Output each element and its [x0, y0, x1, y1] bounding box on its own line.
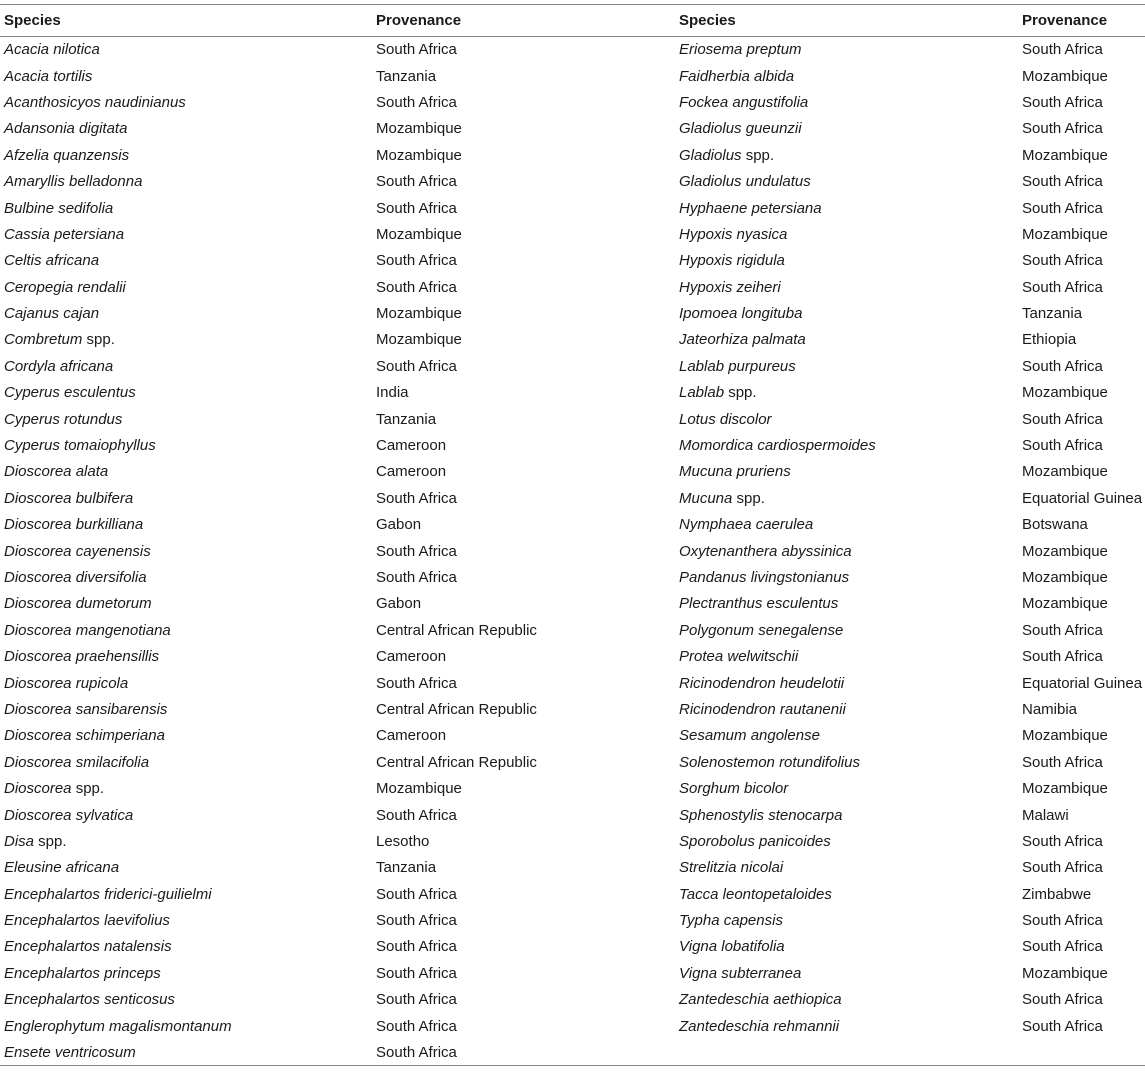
species-name: Ricinodendron heudelotii	[679, 674, 845, 692]
species-name: Adansonia digitata	[4, 120, 128, 138]
species-name: Zantedeschia aethiopica	[679, 991, 842, 1009]
table-row	[0, 802, 1145, 828]
species-name: Dioscorea sylvatica	[4, 806, 134, 824]
table-row	[0, 617, 1145, 643]
table-row	[0, 670, 1145, 696]
provenance-cell-right: Mozambique	[1022, 569, 1108, 586]
provenance-cell-right: Mozambique	[1022, 542, 1108, 560]
table-row	[0, 459, 1145, 485]
species-cell-right	[675, 327, 1018, 353]
header-provenance-right: Provenance	[1022, 12, 1108, 29]
species-cell-left	[0, 248, 372, 274]
table-row	[0, 1039, 1145, 1065]
species-name: Hypoxis zeiheri	[679, 278, 781, 296]
provenance-cell-right: Mozambique	[1022, 595, 1108, 613]
table-row	[0, 327, 1145, 353]
species-name: Sesamum angolense	[679, 727, 820, 745]
table-row	[0, 37, 1145, 63]
species-cell-right	[675, 300, 1018, 326]
table-row	[0, 987, 1145, 1013]
provenance-cell-left: South Africa	[376, 199, 457, 217]
species-cell-left	[0, 907, 372, 933]
provenance-cell-left: South Africa	[376, 93, 457, 111]
species-cell-right	[675, 828, 1018, 854]
species-name: Combretum	[4, 331, 83, 349]
species-name: Momordica cardiospermoides	[679, 437, 876, 455]
provenance-cell-left: Central African Republic	[376, 621, 537, 639]
species-name: Dioscorea schimperiana	[4, 727, 165, 745]
species-cell-right	[675, 643, 1018, 669]
provenance-cell-left: Gabon	[376, 516, 422, 534]
header-species-right: Species	[679, 12, 736, 29]
species-cell-left	[0, 749, 372, 775]
provenance-cell-right: South Africa	[1022, 991, 1103, 1009]
provenance-cell-left: South Africa	[376, 964, 457, 982]
species-cell-left	[0, 643, 372, 669]
species-cell-right	[675, 881, 1018, 907]
table-row	[0, 591, 1145, 617]
species-cell-left	[0, 116, 372, 142]
provenance-cell-left: South Africa	[376, 938, 457, 956]
species-cell-right	[675, 1013, 1018, 1039]
provenance-cell-left: Mozambique	[376, 146, 462, 164]
provenance-cell-right: South Africa	[1022, 357, 1103, 375]
provenance-cell-right: Mozambique	[1022, 463, 1108, 481]
provenance-cell-left: South Africa	[376, 674, 457, 692]
provenance-cell-right: South Africa	[1022, 938, 1103, 956]
table-body	[0, 37, 1145, 1066]
provenance-cell-right: South Africa	[1022, 410, 1103, 428]
provenance-cell-left: Tanzania	[376, 67, 437, 85]
provenance-cell-right: Zimbabwe	[1022, 885, 1092, 903]
species-name: Dioscorea sansibarensis	[4, 700, 168, 718]
species-suffix: spp.	[34, 832, 67, 850]
table-row	[0, 1013, 1145, 1039]
species-name: Acacia nilotica	[4, 41, 100, 59]
species-cell-right	[675, 63, 1018, 89]
species-cell-left	[0, 327, 372, 353]
provenance-cell-right: South Africa	[1022, 648, 1103, 666]
species-name: Typha capensis	[679, 912, 783, 930]
species-name: Mucuna pruriens	[679, 463, 791, 481]
provenance-cell-left: South Africa	[376, 912, 457, 930]
provenance-cell-left: Cameroon	[376, 648, 447, 666]
species-name: Solenostemon rotundifolius	[679, 753, 860, 771]
species-cell-right	[675, 960, 1018, 986]
table-row	[0, 248, 1145, 274]
species-name: Ensete ventricosum	[4, 1043, 136, 1061]
species-cell-right	[675, 855, 1018, 881]
provenance-cell-right: Namibia	[1022, 700, 1078, 718]
header-provenance-left: Provenance	[376, 12, 462, 29]
provenance-cell-right: South Africa	[1022, 621, 1103, 639]
provenance-cell-left: Mozambique	[376, 331, 462, 349]
provenance-cell-left: South Africa	[376, 252, 457, 270]
species-cell-right	[675, 934, 1018, 960]
species-name: Ricinodendron rautanenii	[679, 700, 846, 718]
provenance-cell-right: South Africa	[1022, 199, 1103, 217]
species-name: Nymphaea caerulea	[679, 516, 814, 534]
species-cell-left	[0, 512, 372, 538]
species-cell-left	[0, 1013, 372, 1039]
species-cell-right	[675, 221, 1018, 247]
species-cell-right	[675, 617, 1018, 643]
species-name: Cajanus cajan	[4, 305, 100, 323]
species-name: Dioscorea	[4, 780, 72, 798]
table-row	[0, 934, 1145, 960]
table-row	[0, 353, 1145, 379]
species-name: Hypoxis rigidula	[679, 252, 785, 270]
table-row	[0, 696, 1145, 722]
provenance-cell-left: India	[376, 384, 409, 402]
provenance-cell-left: South Africa	[376, 173, 457, 191]
species-name: Sorghum bicolor	[679, 780, 789, 798]
species-name: Lablab	[679, 384, 725, 402]
species-name: Bulbine sedifolia	[4, 199, 114, 217]
species-suffix: spp.	[71, 780, 105, 798]
species-cell-left	[0, 63, 372, 89]
table-row	[0, 168, 1145, 194]
provenance-cell-right: Mozambique	[1022, 727, 1108, 745]
species-cell-left	[0, 432, 372, 458]
provenance-cell-right: South Africa	[1022, 912, 1103, 930]
species-name: Sporobolus panicoides	[679, 832, 831, 850]
species-cell-left	[0, 591, 372, 617]
species-name: Strelitzia nicolai	[679, 859, 784, 877]
species-name: Lotus discolor	[679, 410, 772, 428]
provenance-cell-left: Mozambique	[376, 120, 462, 138]
provenance-cell-right: South Africa	[1022, 278, 1103, 296]
provenance-cell-left: Lesotho	[376, 832, 430, 850]
provenance-cell-left: South Africa	[376, 357, 457, 375]
species-name: Encephalartos natalensis	[4, 938, 172, 956]
header-species-left: Species	[4, 12, 61, 29]
provenance-cell-right	[1018, 1039, 1145, 1065]
species-name: Celtis africana	[4, 252, 100, 270]
species-cell-left	[0, 828, 372, 854]
species-cell-left	[0, 406, 372, 432]
header-row	[0, 5, 1145, 37]
species-name: Gladiolus gueunzii	[679, 120, 802, 138]
species-name: Dioscorea alata	[4, 463, 109, 481]
species-suffix: spp.	[82, 331, 115, 349]
species-name: Cordyla africana	[4, 357, 114, 375]
species-cell-left	[0, 1039, 372, 1065]
species-cell-left	[0, 89, 372, 115]
provenance-cell-left: South Africa	[376, 885, 457, 903]
species-cell-right	[675, 37, 1018, 63]
species-name: Protea welwitschii	[679, 648, 799, 666]
table-row	[0, 485, 1145, 511]
species-cell-left	[0, 300, 372, 326]
provenance-cell-right: Mozambique	[1022, 384, 1108, 402]
species-name: Afzelia quanzensis	[4, 146, 130, 164]
provenance-cell-right: Equatorial Guinea	[1022, 674, 1143, 692]
species-cell-left	[0, 353, 372, 379]
provenance-cell-right: South Africa	[1022, 252, 1103, 270]
species-name: Dioscorea smilacifolia	[4, 753, 150, 771]
provenance-cell-right: Malawi	[1022, 806, 1069, 824]
provenance-cell-right: South Africa	[1022, 93, 1103, 111]
species-name: Dioscorea diversifolia	[4, 569, 147, 586]
species-cell-right	[675, 775, 1018, 801]
provenance-cell-left: South Africa	[376, 1017, 457, 1035]
table-row	[0, 89, 1145, 115]
species-name: Plectranthus esculentus	[679, 595, 839, 613]
provenance-cell-right: Ethiopia	[1022, 331, 1077, 349]
species-cell-right	[675, 907, 1018, 933]
table-row	[0, 512, 1145, 538]
provenance-cell-right: Botswana	[1022, 516, 1088, 534]
species-cell-right	[675, 406, 1018, 432]
species-name: Cassia petersiana	[4, 225, 125, 243]
species-cell-left	[0, 775, 372, 801]
provenance-cell-left: South Africa	[376, 1043, 457, 1061]
provenance-cell-right: South Africa	[1022, 832, 1103, 850]
species-name: Mucuna	[679, 489, 733, 507]
provenance-cell-left: South Africa	[376, 569, 457, 586]
species-cell-right	[675, 538, 1018, 564]
species-suffix: spp.	[732, 489, 765, 507]
species-cell-left	[0, 142, 372, 168]
table-row	[0, 828, 1145, 854]
provenance-cell-right: South Africa	[1022, 753, 1103, 771]
species-cell-left	[0, 881, 372, 907]
provenance-cell-right: Mozambique	[1022, 225, 1108, 243]
species-cell-left	[0, 802, 372, 828]
table-row	[0, 749, 1145, 775]
species-name: Dioscorea burkilliana	[4, 516, 144, 534]
species-name: Dioscorea mangenotiana	[4, 621, 171, 639]
provenance-cell-right: Equatorial Guinea	[1022, 489, 1143, 507]
table-row	[0, 274, 1145, 300]
provenance-cell-left: Central African Republic	[376, 753, 537, 771]
species-name: Encephalartos friderici-guilielmi	[4, 885, 212, 903]
provenance-cell-right: Mozambique	[1022, 67, 1108, 85]
species-name: Dioscorea dumetorum	[4, 595, 152, 613]
species-cell-right	[675, 195, 1018, 221]
species-name: Encephalartos laevifolius	[4, 912, 170, 930]
species-name: Cyperus esculentus	[4, 384, 136, 402]
species-name: Encephalartos princeps	[4, 964, 161, 982]
species-cell-right	[675, 274, 1018, 300]
species-name: Faidherbia albida	[679, 67, 795, 85]
provenance-cell-left: Gabon	[376, 595, 422, 613]
species-name: Vigna lobatifolia	[679, 938, 785, 956]
species-cell-left	[0, 538, 372, 564]
species-cell-left	[0, 380, 372, 406]
table-row	[0, 855, 1145, 881]
species-suffix: spp.	[741, 146, 775, 164]
table-row	[0, 643, 1145, 669]
provenance-cell-left: Mozambique	[376, 305, 462, 323]
species-cell-left	[0, 960, 372, 986]
species-cell-right	[675, 723, 1018, 749]
species-cell-right	[675, 116, 1018, 142]
provenance-cell-left: Tanzania	[376, 859, 437, 877]
species-name: Dioscorea bulbifera	[4, 489, 134, 507]
provenance-cell-left: Central African Republic	[376, 700, 537, 718]
provenance-cell-left: Tanzania	[376, 410, 437, 428]
species-name: Ipomoea longituba	[679, 305, 803, 323]
provenance-cell-left: Cameroon	[376, 437, 447, 455]
species-name: Zantedeschia rehmannii	[679, 1017, 840, 1035]
species-name: Dioscorea cayenensis	[4, 542, 151, 560]
species-cell-right	[675, 459, 1018, 485]
species-cell-left	[0, 459, 372, 485]
species-cell-left	[0, 37, 372, 63]
provenance-cell-right: Mozambique	[1022, 780, 1108, 798]
species-name: Eriosema preptum	[679, 41, 802, 59]
table-row	[0, 406, 1145, 432]
provenance-cell-left: South Africa	[376, 991, 457, 1009]
species-name: Amaryllis belladonna	[4, 173, 143, 191]
provenance-cell-right: Tanzania	[1022, 305, 1083, 323]
species-cell-right	[675, 696, 1018, 722]
provenance-cell-left: South Africa	[376, 41, 457, 59]
species-provenance-table	[0, 4, 1145, 1066]
species-name: Gladiolus	[679, 146, 742, 164]
species-cell-right	[675, 248, 1018, 274]
species-cell-right	[675, 89, 1018, 115]
species-name: Ceropegia rendalii	[4, 278, 126, 296]
species-cell-left	[0, 934, 372, 960]
species-cell-left	[0, 485, 372, 511]
species-name: Fockea angustifolia	[679, 93, 809, 111]
species-cell-left	[0, 195, 372, 221]
table-row	[0, 723, 1145, 749]
species-cell-right	[675, 485, 1018, 511]
species-cell-left	[0, 168, 372, 194]
species-name: Gladiolus undulatus	[679, 173, 811, 191]
species-cell-right	[675, 353, 1018, 379]
species-cell-left	[0, 855, 372, 881]
table-row	[0, 960, 1145, 986]
provenance-cell-right: South Africa	[1022, 859, 1103, 877]
species-cell-right	[675, 591, 1018, 617]
provenance-cell-right: South Africa	[1022, 120, 1103, 138]
provenance-cell-right: South Africa	[1022, 1017, 1103, 1035]
species-cell-left	[0, 617, 372, 643]
table-row	[0, 195, 1145, 221]
provenance-cell-right: Mozambique	[1022, 146, 1108, 164]
species-name: Eleusine africana	[4, 859, 120, 877]
species-name: Tacca leontopetaloides	[679, 885, 832, 903]
provenance-cell-left: South Africa	[376, 542, 457, 560]
species-cell-left	[0, 221, 372, 247]
species-cell-right	[675, 1039, 1018, 1065]
species-cell-right	[675, 432, 1018, 458]
species-name: Hyphaene petersiana	[679, 199, 822, 217]
table-row	[0, 300, 1145, 326]
table-row	[0, 380, 1145, 406]
table-header	[0, 5, 1145, 37]
provenance-cell-right: Mozambique	[1022, 964, 1108, 982]
species-name: Pandanus livingstonianus	[679, 569, 850, 586]
species-suffix: spp.	[724, 384, 757, 402]
species-cell-right	[675, 987, 1018, 1013]
species-name: Encephalartos senticosus	[4, 991, 175, 1009]
table-row	[0, 907, 1145, 933]
species-name: Disa	[4, 832, 35, 850]
species-cell-right	[675, 512, 1018, 538]
provenance-cell-left: Mozambique	[376, 780, 462, 798]
provenance-cell-right: South Africa	[1022, 41, 1103, 59]
species-name: Lablab purpureus	[679, 357, 796, 375]
provenance-cell-right: South Africa	[1022, 437, 1103, 455]
provenance-cell-left: South Africa	[376, 489, 457, 507]
table-row	[0, 142, 1145, 168]
species-cell-left	[0, 564, 372, 590]
provenance-cell-left: South Africa	[376, 278, 457, 296]
species-cell-right	[675, 142, 1018, 168]
table-row	[0, 881, 1145, 907]
species-cell-left	[0, 696, 372, 722]
species-cell-right	[675, 380, 1018, 406]
species-cell-right	[675, 802, 1018, 828]
species-cell-right	[675, 168, 1018, 194]
species-cell-right	[675, 670, 1018, 696]
table-row	[0, 564, 1145, 590]
species-name: Acacia tortilis	[4, 67, 93, 85]
table-row	[0, 775, 1145, 801]
provenance-cell-left: South Africa	[376, 806, 457, 824]
provenance-cell-left: Cameroon	[376, 463, 447, 481]
species-name: Jateorhiza palmata	[679, 331, 806, 349]
table-row	[0, 116, 1145, 142]
species-name: Dioscorea rupicola	[4, 674, 129, 692]
species-name: Hypoxis nyasica	[679, 225, 788, 243]
species-name: Vigna subterranea	[679, 964, 802, 982]
species-name: Dioscorea praehensillis	[4, 648, 160, 666]
species-cell-left	[0, 723, 372, 749]
species-cell-left	[0, 987, 372, 1013]
species-cell-right	[675, 749, 1018, 775]
species-name: Sphenostylis stenocarpa	[679, 806, 843, 824]
provenance-cell-right: South Africa	[1022, 173, 1103, 191]
species-name: Oxytenanthera abyssinica	[679, 542, 852, 560]
species-cell-left	[0, 274, 372, 300]
provenance-cell-left: Mozambique	[376, 225, 462, 243]
species-cell-left	[0, 670, 372, 696]
species-name: Englerophytum magalismontanum	[4, 1017, 232, 1035]
species-name: Polygonum senegalense	[679, 621, 844, 639]
species-cell-right	[675, 564, 1018, 590]
species-name: Cyperus rotundus	[4, 410, 123, 428]
species-name: Acanthosicyos naudinianus	[4, 93, 186, 111]
table-row	[0, 63, 1145, 89]
table-row	[0, 432, 1145, 458]
table-row	[0, 538, 1145, 564]
table-row	[0, 221, 1145, 247]
provenance-cell-left: Cameroon	[376, 727, 447, 745]
species-name: Cyperus tomaiophyllus	[4, 437, 156, 455]
